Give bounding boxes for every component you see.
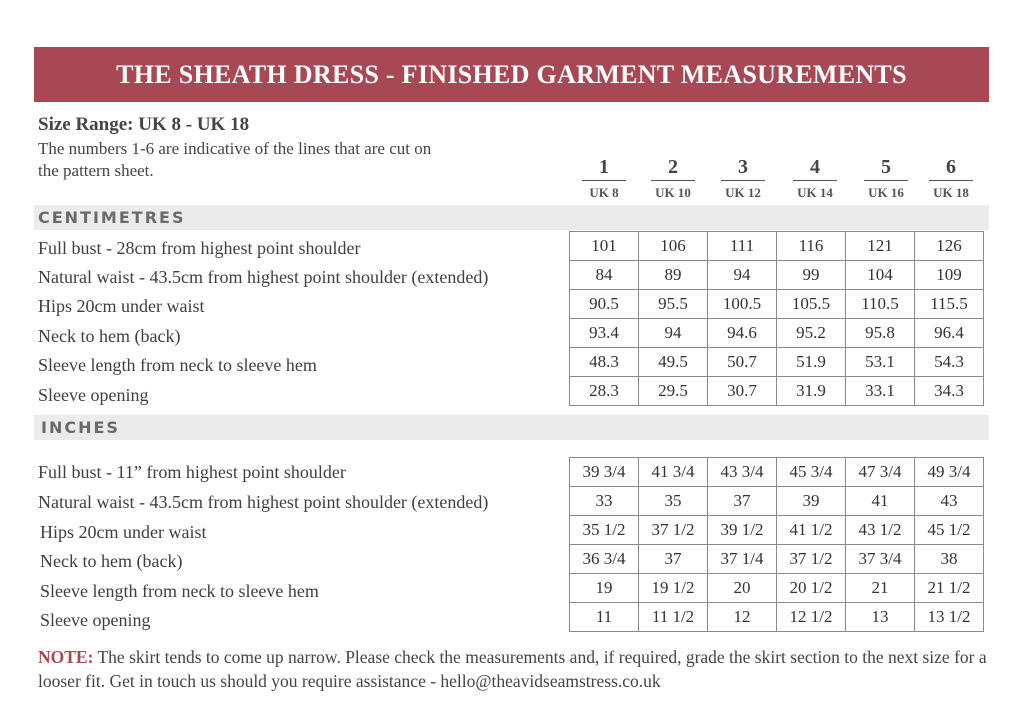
table-cell: 37 3/4 xyxy=(846,545,915,574)
table-cell: 29.5 xyxy=(639,377,708,406)
size-number: 5 xyxy=(864,156,908,181)
note-label: NOTE: xyxy=(38,647,94,667)
table-cell: 20 xyxy=(708,574,777,603)
table-cell: 116 xyxy=(777,232,846,261)
size-column xyxy=(576,156,632,201)
table-cell: 43 xyxy=(915,487,984,516)
table-cell: 49 3/4 xyxy=(915,458,984,487)
table-cell: 93.4 xyxy=(570,319,639,348)
centimetres-table xyxy=(569,231,984,406)
table-cell: 20 1/2 xyxy=(777,574,846,603)
row-label: Full bust - 28cm from highest point shoulder xyxy=(38,238,361,258)
table-cell: 39 xyxy=(777,487,846,516)
table-cell: 50.7 xyxy=(708,348,777,377)
table-cell: 89 xyxy=(639,261,708,290)
table-cell: 37 xyxy=(639,545,708,574)
table-cell: 109 xyxy=(915,261,984,290)
table-cell: 94 xyxy=(639,319,708,348)
intro-line: the pattern sheet. xyxy=(38,161,154,180)
size-column xyxy=(923,156,979,201)
table-cell: 35 xyxy=(639,487,708,516)
table-row xyxy=(570,348,984,377)
table-cell: 48.3 xyxy=(570,348,639,377)
table-cell: 41 1/2 xyxy=(777,516,846,545)
section-heading-centimetres xyxy=(34,205,989,230)
size-header xyxy=(0,156,1023,204)
table-row xyxy=(570,377,984,406)
table-row xyxy=(570,319,984,348)
table-cell: 37 xyxy=(708,487,777,516)
table-cell: 94 xyxy=(708,261,777,290)
table-cell: 104 xyxy=(846,261,915,290)
table-cell: 37 1/2 xyxy=(777,545,846,574)
row-label: Sleeve opening xyxy=(38,385,149,405)
table-cell: 115.5 xyxy=(915,290,984,319)
size-uk-label: UK 10 xyxy=(655,185,691,200)
inches-table xyxy=(569,457,984,632)
table-cell: 21 1/2 xyxy=(915,574,984,603)
size-number: 4 xyxy=(793,156,837,181)
table-row xyxy=(570,516,984,545)
table-row xyxy=(570,603,984,632)
table-cell: 96.4 xyxy=(915,319,984,348)
size-column xyxy=(787,156,843,201)
row-label: Neck to hem (back) xyxy=(40,551,183,571)
table-cell: 105.5 xyxy=(777,290,846,319)
table-cell: 47 3/4 xyxy=(846,458,915,487)
section-heading-inches xyxy=(34,415,989,440)
section-heading-label: CENTIMETRES xyxy=(38,208,186,227)
size-number: 3 xyxy=(721,156,765,181)
table-cell: 33 xyxy=(570,487,639,516)
table-cell: 106 xyxy=(639,232,708,261)
size-column xyxy=(858,156,914,201)
table-cell: 12 xyxy=(708,603,777,632)
table-cell: 126 xyxy=(915,232,984,261)
size-number: 6 xyxy=(929,156,973,181)
table-cell: 43 3/4 xyxy=(708,458,777,487)
table-cell: 121 xyxy=(846,232,915,261)
table-cell: 13 1/2 xyxy=(915,603,984,632)
row-label: Full bust - 11” from highest point shoulder xyxy=(38,462,346,482)
table-cell: 38 xyxy=(915,545,984,574)
table-cell: 45 1/2 xyxy=(915,516,984,545)
row-label: Hips 20cm under waist xyxy=(40,522,207,542)
size-column xyxy=(645,156,701,201)
table-row xyxy=(570,458,984,487)
row-label: Sleeve length from neck to sleeve hem xyxy=(38,355,317,375)
table-row xyxy=(570,574,984,603)
table-cell: 39 3/4 xyxy=(570,458,639,487)
table-cell: 41 3/4 xyxy=(639,458,708,487)
row-label: Natural waist - 43.5cm from highest point shoulder (extended) xyxy=(38,267,489,287)
intro-line: The numbers 1-6 are indicative of the lines that are cut on xyxy=(38,139,432,158)
table-cell: 35 1/2 xyxy=(570,516,639,545)
table-cell: 12 1/2 xyxy=(777,603,846,632)
table-cell: 111 xyxy=(708,232,777,261)
table-cell: 110.5 xyxy=(846,290,915,319)
size-number: 2 xyxy=(651,156,695,181)
note-text: The skirt tends to come up narrow. Please check the measurements and, if required, grade the skirt section to the next size for a looser fit. Get in touch us should you require assistance - hello@theavidseamstress.co.uk xyxy=(38,647,987,691)
table-cell: 13 xyxy=(846,603,915,632)
table-row xyxy=(570,232,984,261)
row-label: Hips 20cm under waist xyxy=(38,296,205,316)
table-cell: 21 xyxy=(846,574,915,603)
size-number: 1 xyxy=(582,156,626,181)
size-range: Size Range: UK 8 - UK 18 xyxy=(38,114,250,135)
row-label: Neck to hem (back) xyxy=(38,326,181,346)
table-cell: 100.5 xyxy=(708,290,777,319)
table-cell: 36 3/4 xyxy=(570,545,639,574)
table-cell: 45 3/4 xyxy=(777,458,846,487)
table-cell: 53.1 xyxy=(846,348,915,377)
footer-note xyxy=(38,645,1008,693)
table-row xyxy=(570,261,984,290)
size-uk-label: UK 16 xyxy=(868,185,904,200)
table-cell: 99 xyxy=(777,261,846,290)
table-cell: 33.1 xyxy=(846,377,915,406)
page-title: THE SHEATH DRESS - FINISHED GARMENT MEASUREMENTS xyxy=(116,59,907,89)
table-cell: 11 1/2 xyxy=(639,603,708,632)
table-cell: 19 xyxy=(570,574,639,603)
table-row xyxy=(570,545,984,574)
table-cell: 54.3 xyxy=(915,348,984,377)
size-uk-label: UK 18 xyxy=(933,185,969,200)
table-cell: 51.9 xyxy=(777,348,846,377)
size-uk-label: UK 8 xyxy=(589,185,619,200)
table-cell: 101 xyxy=(570,232,639,261)
size-column xyxy=(715,156,771,201)
table-cell: 31.9 xyxy=(777,377,846,406)
row-label: Sleeve opening xyxy=(40,610,151,630)
table-cell: 94.6 xyxy=(708,319,777,348)
table-cell: 30.7 xyxy=(708,377,777,406)
table-cell: 95.5 xyxy=(639,290,708,319)
section-heading-label: INCHES xyxy=(41,418,120,437)
table-cell: 41 xyxy=(846,487,915,516)
size-uk-label: UK 14 xyxy=(797,185,833,200)
table-cell: 49.5 xyxy=(639,348,708,377)
table-cell: 43 1/2 xyxy=(846,516,915,545)
table-cell: 19 1/2 xyxy=(639,574,708,603)
table-cell: 90.5 xyxy=(570,290,639,319)
table-row xyxy=(570,290,984,319)
row-label: Natural waist - 43.5cm from highest point shoulder (extended) xyxy=(38,492,489,512)
table-cell: 37 1/4 xyxy=(708,545,777,574)
table-cell: 37 1/2 xyxy=(639,516,708,545)
table-cell: 39 1/2 xyxy=(708,516,777,545)
title-banner xyxy=(34,47,989,102)
table-row xyxy=(570,487,984,516)
table-cell: 28.3 xyxy=(570,377,639,406)
table-cell: 95.2 xyxy=(777,319,846,348)
table-cell: 34.3 xyxy=(915,377,984,406)
row-label: Sleeve length from neck to sleeve hem xyxy=(40,581,319,601)
size-uk-label: UK 12 xyxy=(725,185,761,200)
table-cell: 84 xyxy=(570,261,639,290)
table-cell: 11 xyxy=(570,603,639,632)
table-cell: 95.8 xyxy=(846,319,915,348)
